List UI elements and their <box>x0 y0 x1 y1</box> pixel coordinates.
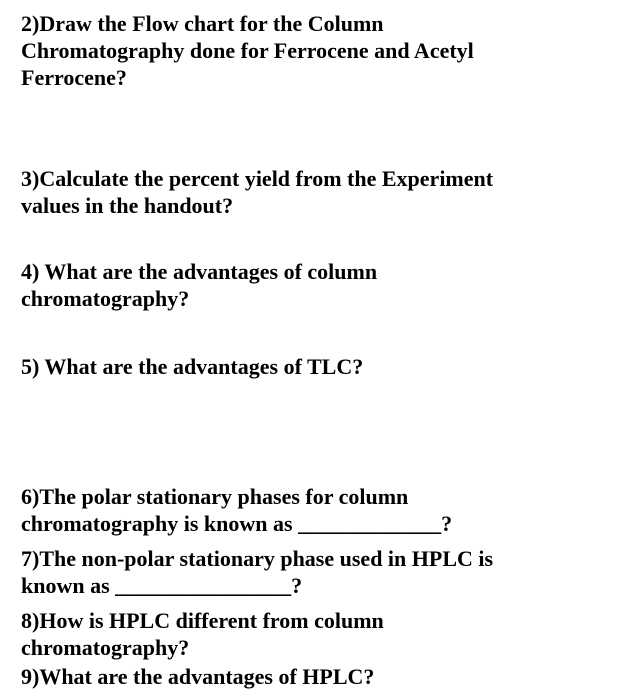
question-7-prompt: known as <box>21 573 116 598</box>
question-6-line-2 <box>21 510 621 537</box>
question-7-line-2 <box>21 572 621 599</box>
question-6 <box>21 483 621 537</box>
question-7-question-mark: ? <box>291 573 303 598</box>
question-2-line-2: Chromatography done for Ferrocene and Acetyl <box>21 38 474 63</box>
question-2-line-1: 2)Draw the Flow chart for the Column <box>21 11 384 36</box>
question-7-answer-blank[interactable]: ________________ <box>115 573 292 598</box>
question-6-question-mark: ? <box>441 511 453 536</box>
question-5-line-1: 5) What are the advantages of TLC? <box>21 354 364 379</box>
question-9 <box>21 663 621 690</box>
question-4-line-1: 4) What are the advantages of column <box>21 259 378 284</box>
question-7-line-1: 7)The non-polar stationary phase used in HPLC is <box>21 546 494 571</box>
question-3 <box>21 165 621 219</box>
question-3-line-1: 3)Calculate the percent yield from the Experiment <box>21 166 494 191</box>
question-8-line-2: chromatography? <box>21 635 190 660</box>
question-9-line-1: 9)What are the advantages of HPLC? <box>21 664 375 689</box>
question-4-line-2: chromatography? <box>21 286 190 311</box>
question-8 <box>21 607 621 661</box>
question-2-line-3: Ferrocene? <box>21 65 127 90</box>
question-8-line-1: 8)How is HPLC different from column <box>21 608 384 633</box>
question-6-answer-blank[interactable]: _____________ <box>298 511 442 536</box>
question-5 <box>21 353 621 380</box>
question-6-prompt: chromatography is known as <box>21 511 299 536</box>
question-3-line-2: values in the handout? <box>21 193 234 218</box>
question-2 <box>21 10 621 91</box>
question-6-line-1: 6)The polar stationary phases for column <box>21 484 409 509</box>
question-4 <box>21 258 621 312</box>
question-7 <box>21 545 621 599</box>
